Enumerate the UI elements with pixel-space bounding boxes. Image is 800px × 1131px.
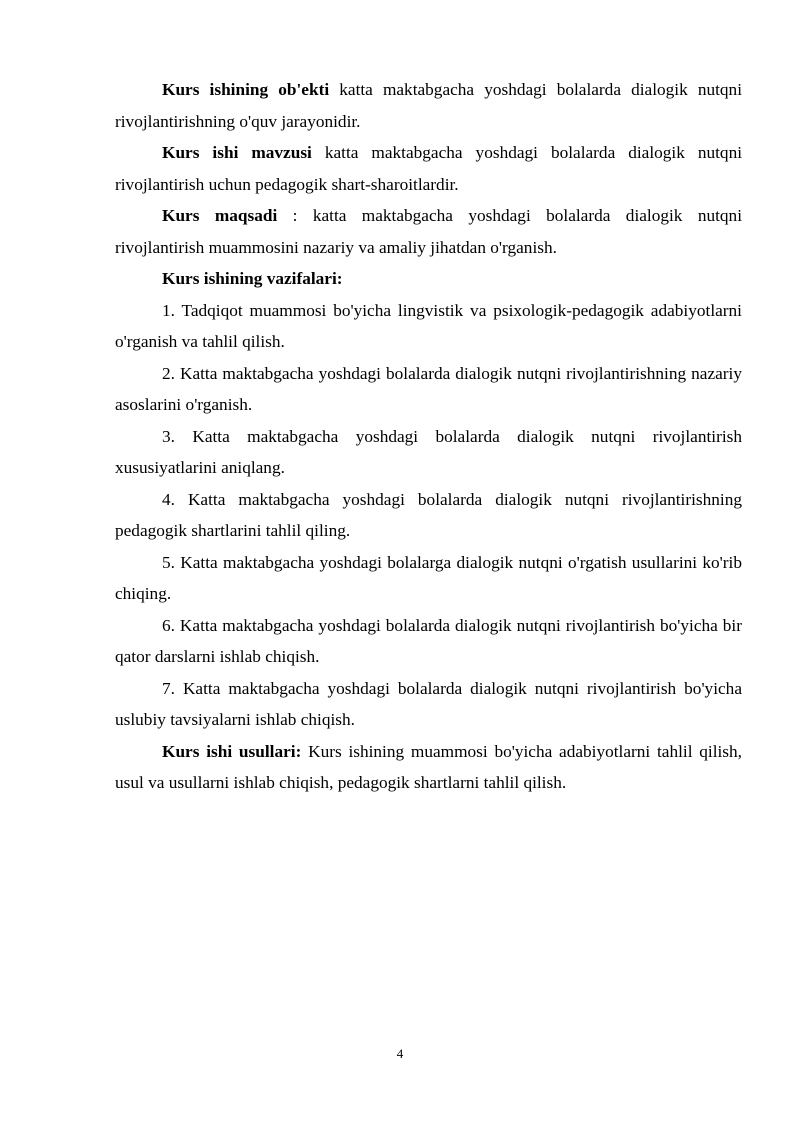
course-subject-text: katta maktabgacha yoshdagi bolalarda dialogik nutqni rivojlantirish uchun pedagogik shart-sharoitlardir. xyxy=(115,143,743,194)
course-methods-paragraph xyxy=(115,736,742,799)
task-item-7: 7. Katta maktabgacha yoshdagi bolalarda dialogik nutqni rivojlantirish bo'yicha uslubiy tavsiyalarni ishlab chiqish. xyxy=(115,678,742,729)
course-goal-heading: Kurs maqsadi xyxy=(162,206,278,225)
course-goal-text: : katta maktabgacha yoshdagi bolalarda dialogik nutqni rivojlantirish muammosini nazariy va amaliy jihatdan o'rganish. xyxy=(115,206,742,257)
task-item-2: 2. Katta maktabgacha yoshdagi bolalarda dialogik nutqni rivojlantirishning nazariy asoslarini o'rganish. xyxy=(115,363,742,414)
page-body xyxy=(115,74,742,799)
course-methods-heading: Kurs ishi usullari: xyxy=(162,741,302,761)
course-methods-text: Kurs ishining muammosi bo'yicha adabiyotlarni tahlil qilish, usul va usullarni ishlab chiqish, pedagogik shartlarni tahlil qilish. xyxy=(115,741,742,792)
task-item-4: 4. Katta maktabgacha yoshdagi bolalarda dialogik nutqni rivojlantirishning pedagogik shartlarini tahlil qiling. xyxy=(115,489,742,540)
page-number: 4 xyxy=(396,1046,404,1061)
course-subject-heading: Kurs ishi mavzusi xyxy=(162,143,312,162)
task-item-5: 5. Katta maktabgacha yoshdagi bolalarga dialogik nutqni o'rgatish usullarini ko'rib chiqing. xyxy=(115,552,742,603)
course-goal-paragraph xyxy=(115,200,742,263)
course-object-text: katta maktabgacha yoshdagi bolalarda dialogik nutqni rivojlantirishning o'quv jarayonidir. xyxy=(115,80,742,131)
course-tasks-paragraph xyxy=(115,263,742,295)
task-item-1: 1. Tadqiqot muammosi bo'yicha lingvistik va psixologik-pedagogik adabiyotlarni o'rganish va tahlil qilish. xyxy=(115,300,742,351)
task-item-3: 3. Katta maktabgacha yoshdagi bolalarda dialogik nutqni rivojlantirish xususiyatlarini aniqlang. xyxy=(115,426,742,477)
course-tasks-heading: Kurs ishining vazifalari: xyxy=(162,269,343,288)
task-item-6: 6. Katta maktabgacha yoshdagi bolalarda dialogik nutqni rivojlantirish bo'yicha bir qator darslarni ishlab chiqish. xyxy=(115,615,742,666)
course-object-heading: Kurs ishining ob'ekti xyxy=(162,80,330,99)
course-object-paragraph xyxy=(115,74,742,137)
course-subject-paragraph xyxy=(115,137,742,200)
